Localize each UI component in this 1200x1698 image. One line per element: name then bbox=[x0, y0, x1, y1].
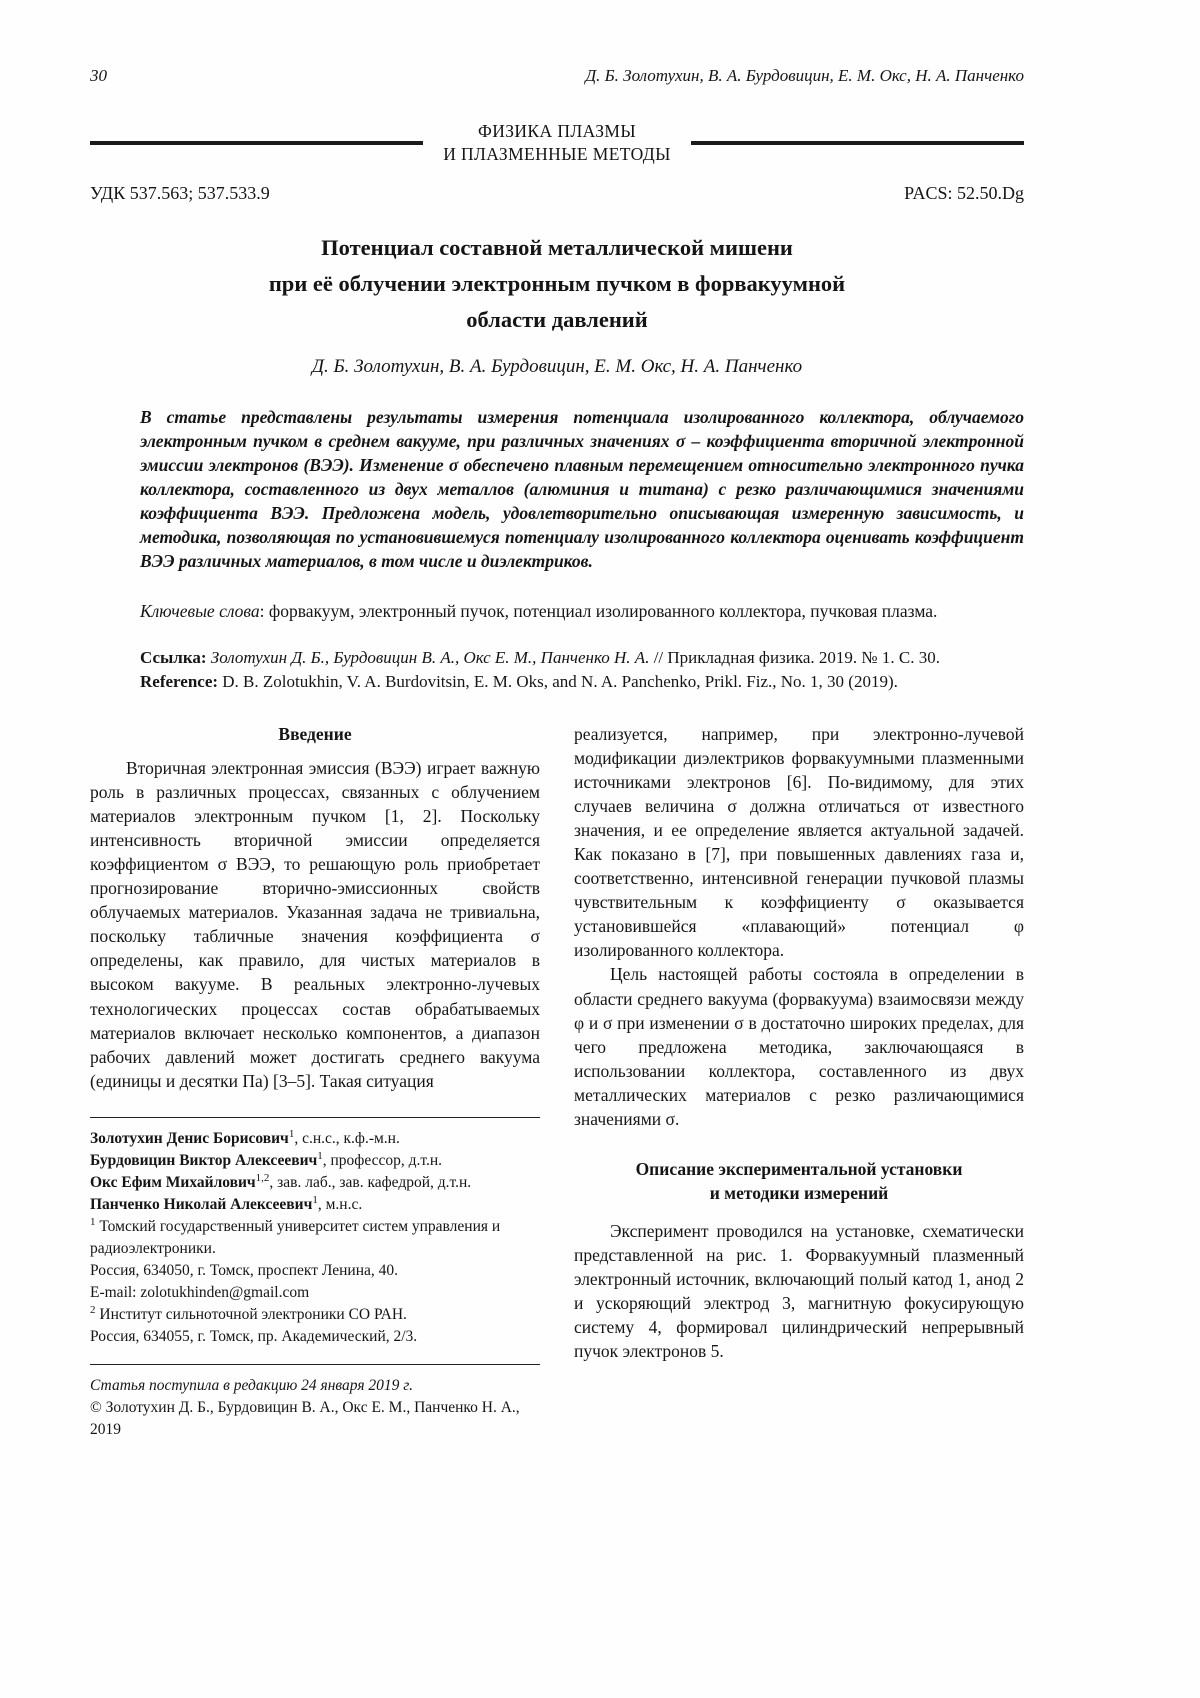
keywords-text: : форвакуум, электронный пучок, потенциал изолированного коллектора, пучковая плазма. bbox=[259, 600, 938, 621]
article-title bbox=[90, 230, 1024, 338]
authors-line: Д. Б. Золотухин, В. А. Бурдовицин, Е. М. Окс, Н. А. Панченко bbox=[311, 356, 803, 378]
fn-author-name-2: Бурдовицин Виктор Алексеевич bbox=[90, 1151, 318, 1169]
right-paragraph-2: Цель настоящей работы состояла в определении в области среднего вакуума (форвакуума) взаимосвязи между φ и σ при изменении σ в достаточно широких пределах, для чего предложена методика, заключающаяся в использовании коллектора, составленного из двух металлических материалов с резко различающимися значениями σ. bbox=[574, 964, 1024, 1129]
keywords-label: Ключевые слова bbox=[140, 600, 260, 621]
setup-heading-line-1: Описание экспериментальной установки bbox=[635, 1158, 963, 1179]
fn-author-sup-3: 1,2 bbox=[255, 1171, 270, 1184]
banner-rule-right bbox=[691, 141, 1024, 145]
fn-author-rest-4: , м.н.с. bbox=[317, 1195, 363, 1213]
fn-email: E-mail: zolotukhinden@gmail.com bbox=[90, 1283, 310, 1301]
fn-author-sup-1: 1 bbox=[288, 1127, 295, 1140]
introduction-heading: Введение bbox=[278, 723, 352, 744]
setup-heading bbox=[574, 1157, 1024, 1205]
fn-author-name-3: Окс Ефим Михайлович bbox=[90, 1173, 256, 1191]
banner-title bbox=[443, 120, 671, 166]
citation-label: Ссылка: bbox=[140, 647, 207, 667]
reference-label: Reference: bbox=[140, 671, 219, 691]
footnote-block bbox=[90, 1117, 540, 1348]
codes-row bbox=[90, 183, 1024, 205]
running-authors: Д. Б. Золотухин, В. А. Бурдовицин, Е. М. Окс, Н. А. Панченко bbox=[585, 66, 1024, 85]
fn-affiliation-1-sup: 1 bbox=[90, 1215, 96, 1228]
fn-address-1: Россия, 634050, г. Томск, проспект Ленина, 40. bbox=[90, 1261, 399, 1279]
fn-author-line-3 bbox=[90, 1172, 540, 1194]
reference-text: D. B. Zolotukhin, V. A. Burdovitsin, E. M. Oks, and N. A. Panchenko, Prikl. Fiz., No. 1, 30 (2019). bbox=[218, 671, 898, 691]
fn-author-rest-1: , с.н.с., к.ф.-м.н. bbox=[294, 1129, 400, 1147]
right-paragraph-1: реализуется, например, при электронно-лучевой модификации диэлектриков форвакуумными плазменными источниками электронов [6]. По-видимому, для этих случаев величина σ должна отличаться от известного значения, и ее определение является актуальной задачей. Как показано в [7], при повышенных давлениях газа и, соответственно, интенсивной генерации пучковой плазмы чувствительным к коэффициенту σ оказывается установившейся «плавающий» потенциал φ изолированного коллектора. bbox=[574, 723, 1024, 961]
page-number: 30 bbox=[90, 66, 107, 85]
section-banner bbox=[90, 120, 1024, 166]
fn-affiliation-2-sup: 2 bbox=[90, 1303, 96, 1316]
reference-block bbox=[90, 646, 1024, 694]
received-note: Статья поступила в редакцию 24 января 2019 г. bbox=[90, 1364, 540, 1397]
content-columns bbox=[90, 722, 1024, 1441]
reference-paragraph bbox=[90, 670, 1024, 694]
title-line-3: области давлений bbox=[466, 307, 648, 333]
banner-rule-left bbox=[90, 141, 423, 145]
fn-author-sup-4: 1 bbox=[312, 1193, 318, 1206]
fn-author-name-1: Золотухин Денис Борисович bbox=[90, 1129, 289, 1147]
fn-author-sup-2: 1 bbox=[317, 1149, 323, 1162]
intro-paragraph: Вторичная электронная эмиссия (ВЭЭ) играет важную роль в различных процессах, связанных с облучением материалов электронным пучком [1, 2]. Поскольку интенсивность вторичной эмиссии определяется коэффициентом σ ВЭЭ, то решающую роль приобретает прогнозирование вторично-эмиссионных свойств облучаемых материалов. Указанная задача не тривиальна, поскольку табличные значения коэффициента σ определены, как правило, для чистых материалов в высоком вакууме. В реальных электронно-лучевых технологических процессах состав обрабатываемых материалов включает несколько компонентов, а диапазон рабочих давлений может достигать среднего вакуума (единицы и десятки Па) [3–5]. Такая ситуация bbox=[90, 757, 540, 1091]
left-column bbox=[90, 722, 540, 1441]
citation-source: // Прикладная физика. 2019. № 1. С. 30. bbox=[649, 647, 940, 667]
fn-author-line-2 bbox=[90, 1150, 540, 1172]
banner-title-line-1: ФИЗИКА ПЛАЗМЫ bbox=[477, 121, 637, 142]
citation-authors: Золотухин Д. Б., Бурдовицин В. А., Окс Е. М., Панченко Н. А. bbox=[206, 647, 650, 667]
fn-author-name-4: Панченко Николай Алексеевич bbox=[90, 1195, 313, 1213]
banner-title-line-2: И ПЛАЗМЕННЫЕ МЕТОДЫ bbox=[443, 144, 671, 165]
fn-affiliation-2: $^2$ Институт сильноточной электроники СО РАН. bbox=[90, 1303, 407, 1323]
title-line-2: при её облучении электронным пучком в форвакуумной bbox=[268, 271, 846, 297]
page-header bbox=[90, 66, 1024, 86]
fn-affiliation-1: $^1$ Томский государственный университет систем управления и радиоэлектроники. bbox=[90, 1215, 501, 1257]
citation-paragraph bbox=[90, 646, 1024, 670]
right-paragraph-3: Эксперимент проводился на установке, схематически представленной на рис. 1. Форвакуумный плазменный электронный источник, включающий полый катод 1, анод 2 и ускоряющий электрод 3, магнитную фокусирующую систему 4, формировал цилиндрический непрерывный пучок электронов 5. bbox=[574, 1221, 1024, 1362]
fn-author-rest-2: , профессор, д.т.н. bbox=[322, 1151, 443, 1169]
fn-author-rest-3: , зав. лаб., зав. кафедрой, д.т.н. bbox=[269, 1173, 472, 1191]
abstract-text: В статье представлены результаты измерения потенциала изолированного коллектора, облучаемого электронным пучком в среднем вакууме, при различных значениях σ – коэффициента вторичной электронной эмиссии электронов (ВЭЭ). Изменение σ обеспечено плавным перемещением относительно электронного пучка коллектора, составленного из двух металлов (алюминия и титана) с резко различающимися значениями коэффициента ВЭЭ. Предложена модель, удовлетворительно описывающая измеренную зависимость, и методика, позволяющая по установившемуся потенциалу изолированного коллектора оценивать коэффициент ВЭЭ различных материалов, в том числе и диэлектриков. bbox=[140, 406, 1024, 571]
right-column bbox=[574, 722, 1024, 1441]
fn-address-2: Россия, 634055, г. Томск, пр. Академический, 2/3. bbox=[90, 1327, 418, 1345]
setup-heading-line-2: и методики измерений bbox=[709, 1182, 889, 1203]
fn-author-line-4 bbox=[90, 1194, 540, 1216]
title-line-1: Потенциал составной металлической мишени bbox=[321, 235, 793, 261]
pacs-code: PACS: 52.50.Dg bbox=[904, 182, 1024, 203]
udk-code: УДК 537.563; 537.533.9 bbox=[90, 182, 270, 203]
fn-author-line-1 bbox=[90, 1128, 540, 1150]
copyright-line: © Золотухин Д. Б., Бурдовицин В. А., Окс Е. М., Панченко Н. А., 2019 bbox=[90, 1398, 520, 1438]
keywords-paragraph bbox=[90, 600, 1024, 624]
